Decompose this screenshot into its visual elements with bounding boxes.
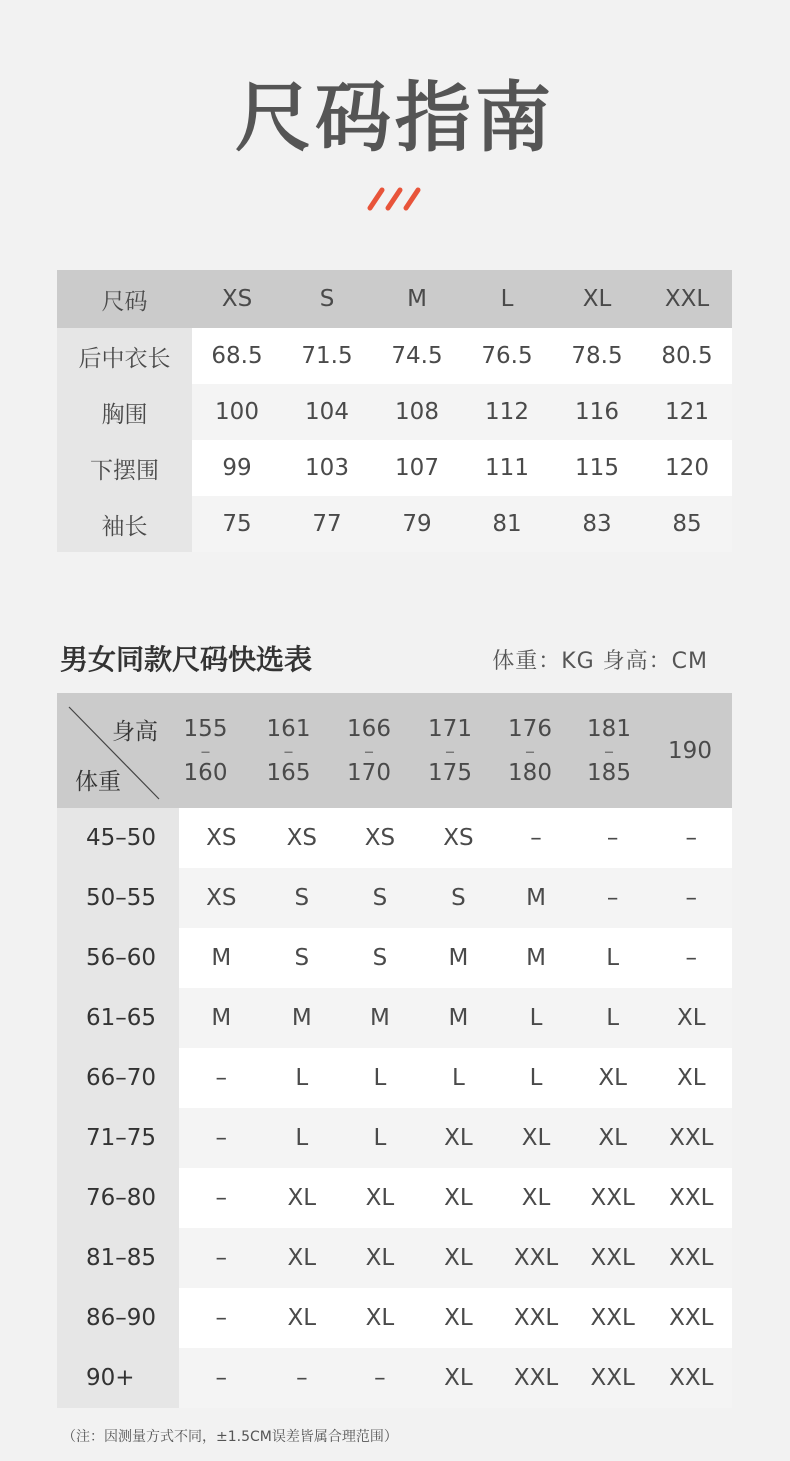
- recommended-size: M: [211, 1005, 232, 1031]
- recommended-size: XXL: [669, 1305, 714, 1331]
- recommended-size: XXL: [669, 1185, 714, 1211]
- page-title: 尺码指南: [235, 73, 555, 162]
- recommended-size: M: [526, 885, 546, 911]
- height-from: 166: [347, 715, 391, 742]
- recommended-size: –: [296, 1365, 308, 1391]
- size-header-cell: L: [500, 286, 514, 312]
- measurement-value: 103: [305, 455, 349, 481]
- quick-select-row: [57, 868, 732, 928]
- height-from: 181: [587, 715, 631, 742]
- measurement-value: 104: [305, 399, 349, 425]
- measurement-value: 115: [575, 455, 619, 481]
- height-label: 身高: [112, 719, 158, 745]
- recommended-size: XXL: [590, 1245, 635, 1271]
- recommended-size: XL: [287, 1185, 317, 1211]
- recommended-size: S: [372, 885, 388, 911]
- range-dash: –: [364, 738, 374, 763]
- recommended-size: XXL: [590, 1185, 635, 1211]
- recommended-size: XL: [287, 1245, 317, 1271]
- weight-range: 76–80: [57, 1168, 179, 1228]
- units-note: 体重：KG 身高：CM: [492, 649, 708, 674]
- measurement-value: 75: [222, 511, 252, 537]
- quick-select-row: [57, 928, 732, 988]
- recommended-size: M: [448, 1005, 469, 1031]
- recommended-size: XL: [444, 1365, 473, 1391]
- range-dash: –: [445, 738, 455, 763]
- quick-select-row: [57, 1288, 732, 1348]
- quick-select-header: [57, 693, 732, 808]
- range-dash: –: [604, 738, 614, 763]
- recommended-size: XL: [676, 1065, 706, 1091]
- recommended-size: S: [294, 885, 310, 911]
- height-from: 161: [266, 715, 311, 742]
- quick-select-row: [57, 988, 732, 1048]
- recommended-size: L: [529, 1065, 543, 1091]
- recommended-size: L: [529, 1005, 543, 1031]
- recommended-size: S: [294, 945, 310, 971]
- measurement-value: 77: [312, 511, 342, 537]
- recommended-size: –: [215, 1065, 228, 1091]
- recommended-size: –: [606, 825, 619, 851]
- recommended-size: M: [211, 945, 232, 971]
- recommended-size: XL: [444, 1185, 473, 1211]
- recommended-size: L: [373, 1065, 387, 1091]
- size-header-cell: XL: [582, 286, 612, 312]
- height-range-header: [490, 693, 570, 808]
- measurement-label: 袖长: [57, 496, 192, 552]
- measurement-value: 81: [492, 511, 522, 537]
- height-from: 155: [183, 715, 228, 742]
- recommended-size: XS: [443, 825, 474, 851]
- header-corner: [57, 693, 162, 808]
- measurement-value: 79: [402, 511, 432, 537]
- quick-select-row: [57, 1048, 732, 1108]
- weight-range: 81–85: [57, 1228, 179, 1288]
- measurement-value: 68.5: [211, 343, 263, 369]
- recommended-size: XXL: [669, 1125, 714, 1151]
- recommended-size: XXL: [590, 1305, 635, 1331]
- recommended-size: XS: [286, 825, 317, 851]
- recommended-size: XL: [521, 1185, 551, 1211]
- recommended-size: XXL: [513, 1305, 559, 1331]
- height-range-header: [410, 693, 490, 808]
- weight-range: 86–90: [57, 1288, 179, 1348]
- height-to: 160: [183, 759, 228, 786]
- measurement-value: 99: [222, 455, 252, 481]
- height-range-header: [648, 693, 732, 808]
- quick-select-row: [57, 808, 732, 868]
- recommended-size: L: [295, 1125, 309, 1151]
- height-from: 171: [428, 715, 472, 742]
- height-to: 170: [347, 759, 391, 786]
- weight-range: 71–75: [57, 1108, 179, 1168]
- recommended-size: L: [606, 1005, 620, 1031]
- quick-select-row: [57, 1228, 732, 1288]
- weight-range: 50–55: [57, 868, 179, 928]
- size-header-cell: M: [407, 286, 427, 312]
- measurement-value: 71.5: [301, 343, 353, 369]
- quick-select-row: [57, 1108, 732, 1168]
- height-to: 185: [587, 759, 631, 786]
- measurement-label: 胸围: [57, 384, 192, 440]
- weight-range: 61–65: [57, 988, 179, 1048]
- size-table-header: [57, 270, 732, 328]
- height-range-header: [328, 693, 410, 808]
- height-to: 180: [508, 759, 552, 786]
- recommended-size: XS: [364, 825, 396, 851]
- recommended-size: XS: [206, 825, 237, 851]
- recommended-size: XS: [206, 885, 237, 911]
- measurement-value: 116: [575, 399, 619, 425]
- recommended-size: M: [291, 1005, 312, 1031]
- size-table-row: [57, 384, 732, 440]
- recommended-size: XL: [444, 1305, 473, 1331]
- recommended-size: L: [295, 1065, 309, 1091]
- measurement-label: 下摆围: [57, 440, 192, 496]
- recommended-size: L: [606, 945, 620, 971]
- height-to: 165: [266, 759, 311, 786]
- height-range-header: [249, 693, 328, 808]
- measurement-value: 76.5: [481, 343, 533, 369]
- measurement-label: 后中衣长: [57, 328, 192, 384]
- recommended-size: XXL: [513, 1365, 559, 1391]
- measurement-value: 74.5: [391, 343, 443, 369]
- quick-select-title: 男女同款尺码快选表: [60, 643, 313, 676]
- size-table-row: [57, 440, 732, 496]
- recommended-size: S: [451, 885, 466, 911]
- recommended-size: XXL: [513, 1245, 559, 1271]
- recommended-size: –: [215, 1185, 228, 1211]
- recommended-size: XXL: [590, 1365, 635, 1391]
- recommended-size: XL: [598, 1125, 627, 1151]
- recommended-size: XL: [444, 1125, 473, 1151]
- recommended-size: –: [215, 1125, 228, 1151]
- recommended-size: XL: [365, 1305, 395, 1331]
- quick-select-row: [57, 1168, 732, 1228]
- measurement-value: 120: [665, 455, 709, 481]
- recommended-size: –: [530, 825, 542, 851]
- weight-label: 体重: [75, 769, 121, 795]
- recommended-size: XL: [598, 1065, 627, 1091]
- recommended-size: –: [374, 1365, 386, 1391]
- recommended-size: L: [373, 1125, 387, 1151]
- range-dash: –: [283, 738, 294, 763]
- recommended-size: XL: [287, 1305, 317, 1331]
- recommended-size: –: [215, 1305, 228, 1331]
- height-from: 176: [508, 715, 552, 742]
- height-range-header: [570, 693, 648, 808]
- recommended-size: M: [369, 1005, 390, 1031]
- size-header-cell: XXL: [664, 286, 710, 312]
- range-dash: –: [200, 738, 211, 763]
- recommended-size: –: [685, 885, 697, 911]
- measurement-value: 107: [395, 455, 439, 481]
- recommended-size: –: [685, 945, 697, 971]
- recommended-size: M: [526, 945, 546, 971]
- weight-range: 45–50: [57, 808, 179, 868]
- weight-range: 90+: [57, 1348, 179, 1408]
- measurement-value: 100: [215, 399, 259, 425]
- recommended-size: L: [452, 1065, 465, 1091]
- weight-range: 56–60: [57, 928, 179, 988]
- measurement-value: 80.5: [661, 343, 713, 369]
- recommended-size: XL: [365, 1185, 395, 1211]
- recommended-size: XXL: [669, 1365, 714, 1391]
- size-header-label: 尺码: [101, 288, 148, 315]
- size-header-cell: S: [319, 286, 335, 312]
- measurement-value: 112: [485, 399, 529, 425]
- recommended-size: XXL: [669, 1245, 714, 1271]
- recommended-size: –: [215, 1365, 228, 1391]
- recommended-size: –: [215, 1245, 228, 1271]
- measurement-value: 78.5: [571, 343, 623, 369]
- recommended-size: –: [606, 885, 619, 911]
- recommended-size: S: [372, 945, 388, 971]
- recommended-size: –: [685, 825, 697, 851]
- recommended-size: XL: [521, 1125, 551, 1151]
- recommended-size: XL: [365, 1245, 395, 1271]
- measurement-value: 83: [582, 511, 612, 537]
- recommended-size: XL: [444, 1245, 473, 1271]
- measurement-value: 85: [672, 511, 702, 537]
- range-dash: –: [525, 738, 535, 763]
- size-table-row: [57, 496, 732, 552]
- footnote: （注：因测量方式不同，±1.5CM误差皆属合理范围）: [62, 1429, 398, 1445]
- measurement-value: 111: [485, 455, 529, 481]
- measurement-value: 121: [665, 399, 709, 425]
- quick-select-row: [57, 1348, 732, 1408]
- slash-decoration-icon: [367, 186, 427, 212]
- height-to: 175: [428, 759, 472, 786]
- recommended-size: M: [448, 945, 469, 971]
- recommended-size: XL: [676, 1005, 706, 1031]
- size-header-cell: XS: [221, 286, 253, 312]
- quick-select-table: [57, 693, 732, 1408]
- weight-range: 66–70: [57, 1048, 179, 1108]
- size-measurement-table: [57, 270, 732, 552]
- measurement-value: 108: [395, 399, 439, 425]
- height-from: 190: [668, 737, 712, 764]
- size-table-row: [57, 328, 732, 384]
